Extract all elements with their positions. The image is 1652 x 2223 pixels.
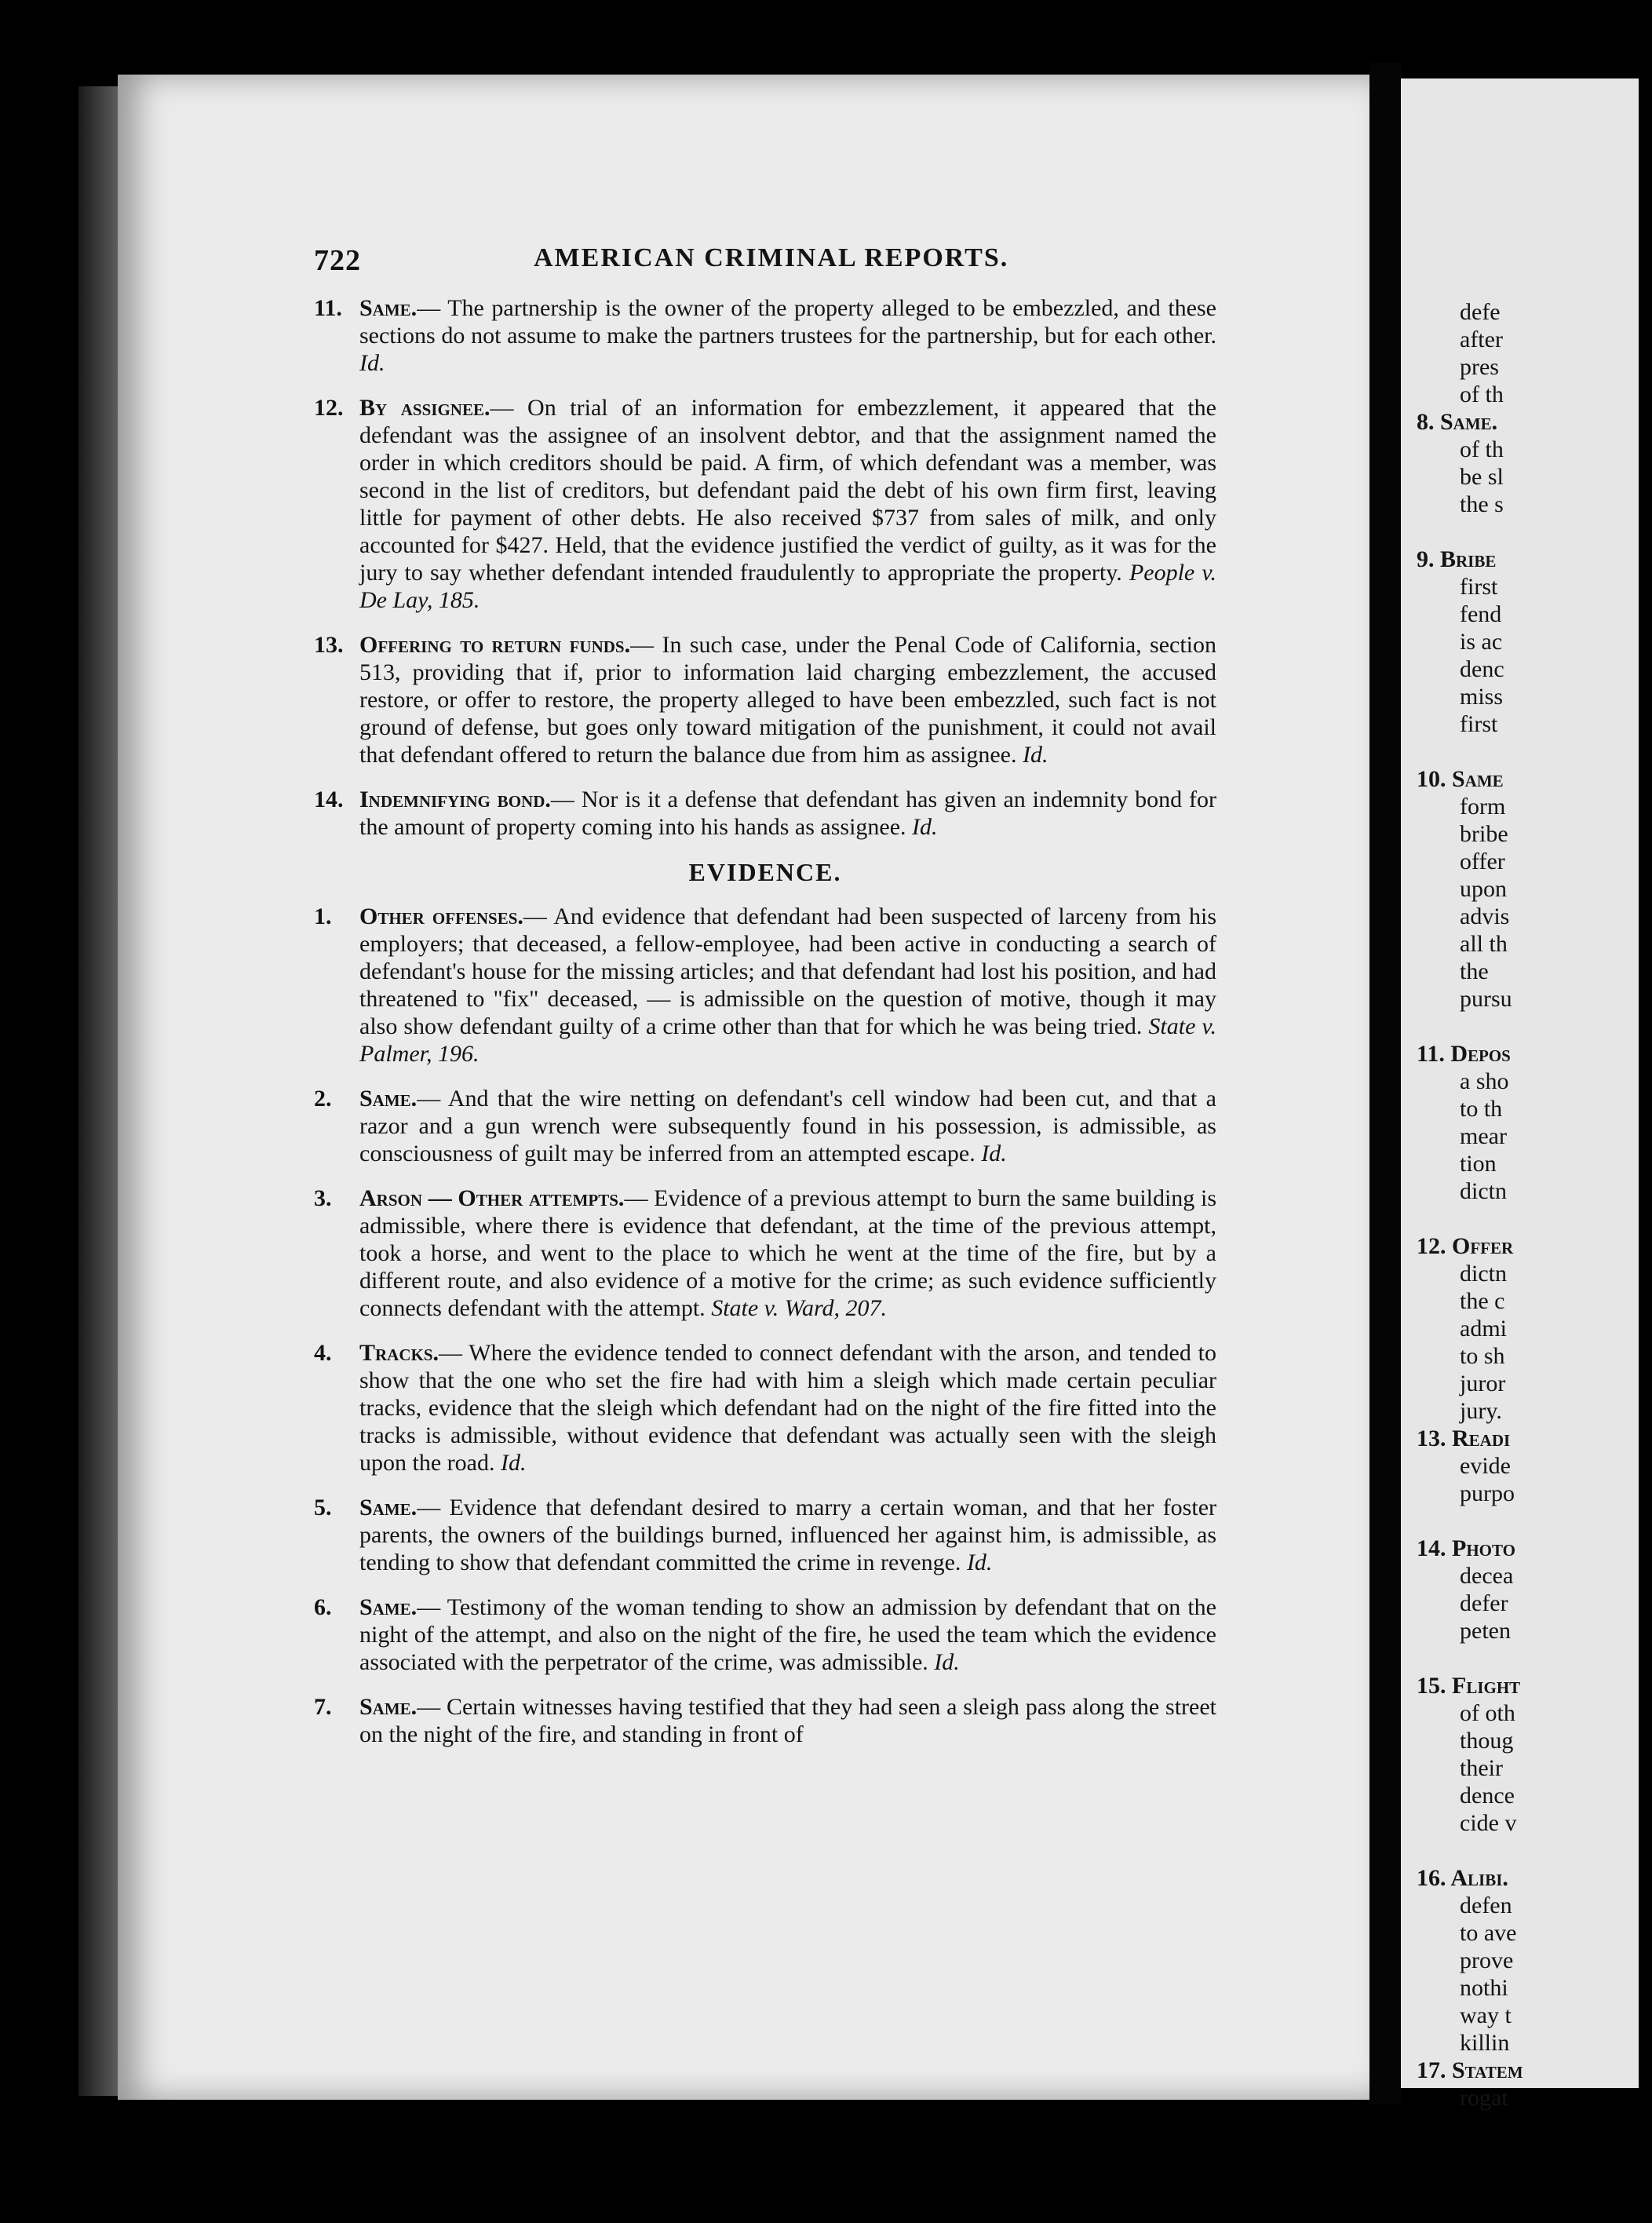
paragraph-entry xyxy=(314,786,1216,841)
right-page-line: of th xyxy=(1460,381,1504,407)
right-page-line: the s xyxy=(1460,491,1504,517)
right-page-line: dence xyxy=(1460,1783,1515,1809)
paragraph-entry xyxy=(314,1185,1216,1322)
embezzlement-entries xyxy=(314,294,1216,841)
entry-number: 14. xyxy=(314,787,344,812)
right-page-line: form xyxy=(1460,794,1506,819)
right-page-line: after xyxy=(1460,327,1503,352)
right-page-line: a sho xyxy=(1460,1068,1509,1094)
right-page-line: is ac xyxy=(1460,629,1503,655)
right-page-line: first xyxy=(1460,574,1498,600)
right-page-line: 10. Same xyxy=(1417,766,1504,792)
right-page-line xyxy=(1417,518,1652,546)
right-page-line: nothi xyxy=(1460,1975,1508,2001)
entry-text: — The partnership is the owner of the property alleged to be embezzled, and these sections do not assume to make the partners trustees for the partnership, but for each other. xyxy=(359,295,1216,349)
right-page-line: first xyxy=(1460,711,1498,737)
entry-number: 7. xyxy=(314,1694,332,1720)
paragraph-entry xyxy=(314,1494,1216,1576)
running-head: AMERICAN CRIMINAL REPORTS. xyxy=(534,243,1009,272)
entry-citation: Id. xyxy=(934,1649,960,1675)
right-page-line: juror xyxy=(1460,1371,1506,1396)
right-page-line: 11. Depos xyxy=(1417,1041,1511,1067)
right-page-line: prove xyxy=(1460,1947,1514,1973)
right-page-line: defer xyxy=(1460,1590,1508,1616)
right-page-line: offer xyxy=(1460,849,1505,874)
right-page-line: denc xyxy=(1460,656,1504,682)
page-header xyxy=(314,243,1256,283)
entry-citation: State v. Ward, 207. xyxy=(711,1295,888,1321)
entry-citation: People v. De Lay, 185. xyxy=(359,560,1216,613)
right-page-line: mear xyxy=(1460,1123,1507,1149)
entry-text: — Testimony of the woman tending to show an admission by defendant that on the night of the attempt, and also on the night of the fire, he used the team which the evidence associated with the perpetrator of the crime, was admissible. xyxy=(359,1594,1216,1675)
right-page-line: defen xyxy=(1460,1893,1512,1918)
right-page-line: fend xyxy=(1460,601,1502,627)
entry-heading: Same. xyxy=(359,1495,418,1520)
right-page-line: 16. Alibi. xyxy=(1417,1865,1508,1891)
right-page-line: defe xyxy=(1460,299,1501,325)
entry-number: 1. xyxy=(314,903,332,929)
right-page-line: all th xyxy=(1460,931,1508,957)
right-page-line: of oth xyxy=(1460,1700,1515,1726)
entry-citation: Id. xyxy=(359,350,385,376)
entry-citation: Id. xyxy=(966,1550,993,1575)
paragraph-entry xyxy=(314,394,1216,614)
section-heading-evidence: EVIDENCE. xyxy=(688,858,842,886)
right-page-line: dictn xyxy=(1460,1261,1507,1287)
right-page-line: the xyxy=(1460,958,1489,984)
right-page xyxy=(1401,78,1639,2111)
right-page-line: purpo xyxy=(1460,1480,1515,1506)
right-page-line: 8. Same. xyxy=(1417,409,1498,435)
paragraph-entry xyxy=(314,1593,1216,1676)
entry-text: — In such case, under the Penal Code of California, section 513, providing that if, prior to information laid charging embezzlement, the accused restore, or offer to restore, the property alleged to have been embezzled, such fact is not ground of defense, but goes only toward mitigation of the punishment, it could not avail that defendant offered to return the balance due from him as assignee. xyxy=(359,632,1216,768)
right-page-line: 13. Readi xyxy=(1417,1425,1511,1451)
evidence-entries xyxy=(314,903,1216,1748)
right-page-line: rogat xyxy=(1460,2085,1508,2111)
entry-heading: By assignee. xyxy=(359,395,490,421)
right-page-line: jury. xyxy=(1460,1398,1502,1424)
entry-heading: Indemnifying bond. xyxy=(359,787,551,812)
right-page-text xyxy=(1417,298,1652,2112)
entry-text: — Where the evidence tended to connect defendant with the arson, and tended to show that the one who set the fire had with him a sleigh which made certain peculiar tracks, evidence that the sleigh which defendant had on the night of the fire fitted into the tracks is admissible, without evidence that defendant was actually seen with the sleigh upon the road. xyxy=(359,1340,1216,1476)
entry-text: — Nor is it a defense that defendant has given an indemnity bond for the amount of property coming into his hands as assignee. xyxy=(359,787,1216,840)
entry-text: — Evidence of a previous attempt to burn the same building is admissible, where there is evidence that defendant, at the time of the previous attempt, took a horse, and went to the place to which he went at the time of the fire, but by a different route, and also evidence of a motive for the crime; as such evidence sufficiently connects defendant with the attempt. xyxy=(359,1185,1216,1321)
right-page-line: way t xyxy=(1460,2002,1512,2028)
entry-citation: Id. xyxy=(912,814,938,840)
right-page-line: dictn xyxy=(1460,1178,1507,1204)
right-page-line: their xyxy=(1460,1755,1503,1781)
right-page-line: 15. Flight xyxy=(1417,1673,1521,1699)
right-page-line xyxy=(1417,738,1652,765)
entry-number: 12. xyxy=(314,395,344,421)
entry-citation: State v. Palmer, 196. xyxy=(359,1013,1216,1067)
entry-number: 4. xyxy=(314,1340,332,1366)
entry-heading: Arson — Other attempts. xyxy=(359,1185,625,1211)
entry-heading: Offering to return funds. xyxy=(359,632,631,658)
right-page-line: pres xyxy=(1460,354,1499,380)
right-page-line: the c xyxy=(1460,1288,1505,1314)
entry-heading: Same. xyxy=(359,1694,418,1720)
entry-citation: Id. xyxy=(981,1141,1007,1166)
entry-number: 3. xyxy=(314,1185,332,1211)
right-page-line: miss xyxy=(1460,684,1504,710)
right-page-line: of th xyxy=(1460,436,1504,462)
paragraph-entry xyxy=(314,1339,1216,1477)
right-page-line: bribe xyxy=(1460,821,1508,847)
paragraph-entry xyxy=(314,1085,1216,1167)
right-page-line: 12. Offer xyxy=(1417,1233,1514,1259)
entry-number: 2. xyxy=(314,1086,332,1112)
right-page-line: admi xyxy=(1460,1316,1507,1341)
entry-heading: Same. xyxy=(359,1594,418,1620)
paragraph-entry xyxy=(314,294,1216,377)
right-page-line: pursu xyxy=(1460,986,1512,1012)
entry-text: — And that the wire netting on defendant's cell window had been cut, and that a razor and a gun wrench were subsequently found in his possession, is admissible, as consciousness of guilt may be inferred from an attempted escape. xyxy=(359,1086,1216,1166)
right-page-line: peten xyxy=(1460,1618,1511,1644)
right-page-line: advis xyxy=(1460,903,1510,929)
right-page-line xyxy=(1417,1205,1652,1232)
entry-heading: Other offenses. xyxy=(359,903,523,929)
right-page-line: to th xyxy=(1460,1096,1503,1122)
right-page-line: cide v xyxy=(1460,1810,1517,1836)
entry-citation: Id. xyxy=(500,1450,527,1476)
paragraph-entry xyxy=(314,631,1216,768)
right-page-line: killin xyxy=(1460,2030,1510,2056)
right-page-line: decea xyxy=(1460,1563,1514,1589)
entry-heading: Same. xyxy=(359,295,418,321)
right-page-line: to ave xyxy=(1460,1920,1517,1946)
right-page-line xyxy=(1417,1507,1652,1535)
page-number: 722 xyxy=(314,244,361,277)
entry-number: 6. xyxy=(314,1594,332,1620)
entry-number: 13. xyxy=(314,632,344,658)
right-page-line: 9. Bribe xyxy=(1417,546,1497,572)
right-page-line: to sh xyxy=(1460,1343,1505,1369)
entry-text: — On trial of an information for embezzlement, it appeared that the defendant was the assignee of an insolvent debtor, and that the assignment named the order in which creditors should be paid. A firm, of which defendant was a member, was second in the list of creditors, but defendant paid the debt of his own firm first, leaving little for payment of other debts. He also received $737 from sales of milk, and only accounted for $427. Held, that the evidence justified the verdict of guilty, as it was for the jury to say whether defendant intended fraudulently to appropriate the property. xyxy=(359,395,1217,586)
right-page-line xyxy=(1417,1644,1652,1672)
entry-text: — And evidence that defendant had been suspected of larceny from his employers; that deceased, a fellow-employee, had been active in conducting a search of defendant's house for the missing articles; and that defendant had lost his position, and had threatened to "fix" deceased, — is admissible on the question of motive, though it may also show defendant guilty of a crime other than that for which he was being tried. xyxy=(359,903,1216,1039)
entry-heading: Tracks. xyxy=(359,1340,439,1366)
right-page-line: 17. Statem xyxy=(1417,2057,1523,2083)
right-page-line: upon xyxy=(1460,876,1507,902)
right-page-line: evide xyxy=(1460,1453,1511,1479)
entry-number: 11. xyxy=(314,295,342,321)
right-page-line: 14. Photo xyxy=(1417,1535,1515,1561)
paragraph-entry xyxy=(314,1693,1216,1748)
right-page-line xyxy=(1417,1013,1652,1040)
entry-text: — Certain witnesses having testified that they had seen a sleigh pass along the street on the night of the fire, and standing in front of xyxy=(359,1694,1216,1747)
entry-text: — Evidence that defendant desired to marry a certain woman, and that her foster parents, the owners of the buildings burned, influenced her against him, is admissible, as tending to show that defendant committed the crime in revenge. xyxy=(359,1495,1216,1575)
entry-heading: Same. xyxy=(359,1086,418,1112)
entry-number: 5. xyxy=(314,1495,332,1520)
right-page-line xyxy=(1417,1837,1652,1864)
paragraph-entry xyxy=(314,903,1216,1068)
right-page-line: be sl xyxy=(1460,464,1504,490)
left-page-body xyxy=(314,294,1216,1765)
book-gutter xyxy=(1369,63,1401,2104)
right-page-line: thoug xyxy=(1460,1728,1514,1754)
entry-citation: Id. xyxy=(1022,742,1048,768)
right-page-line: tion xyxy=(1460,1151,1497,1177)
